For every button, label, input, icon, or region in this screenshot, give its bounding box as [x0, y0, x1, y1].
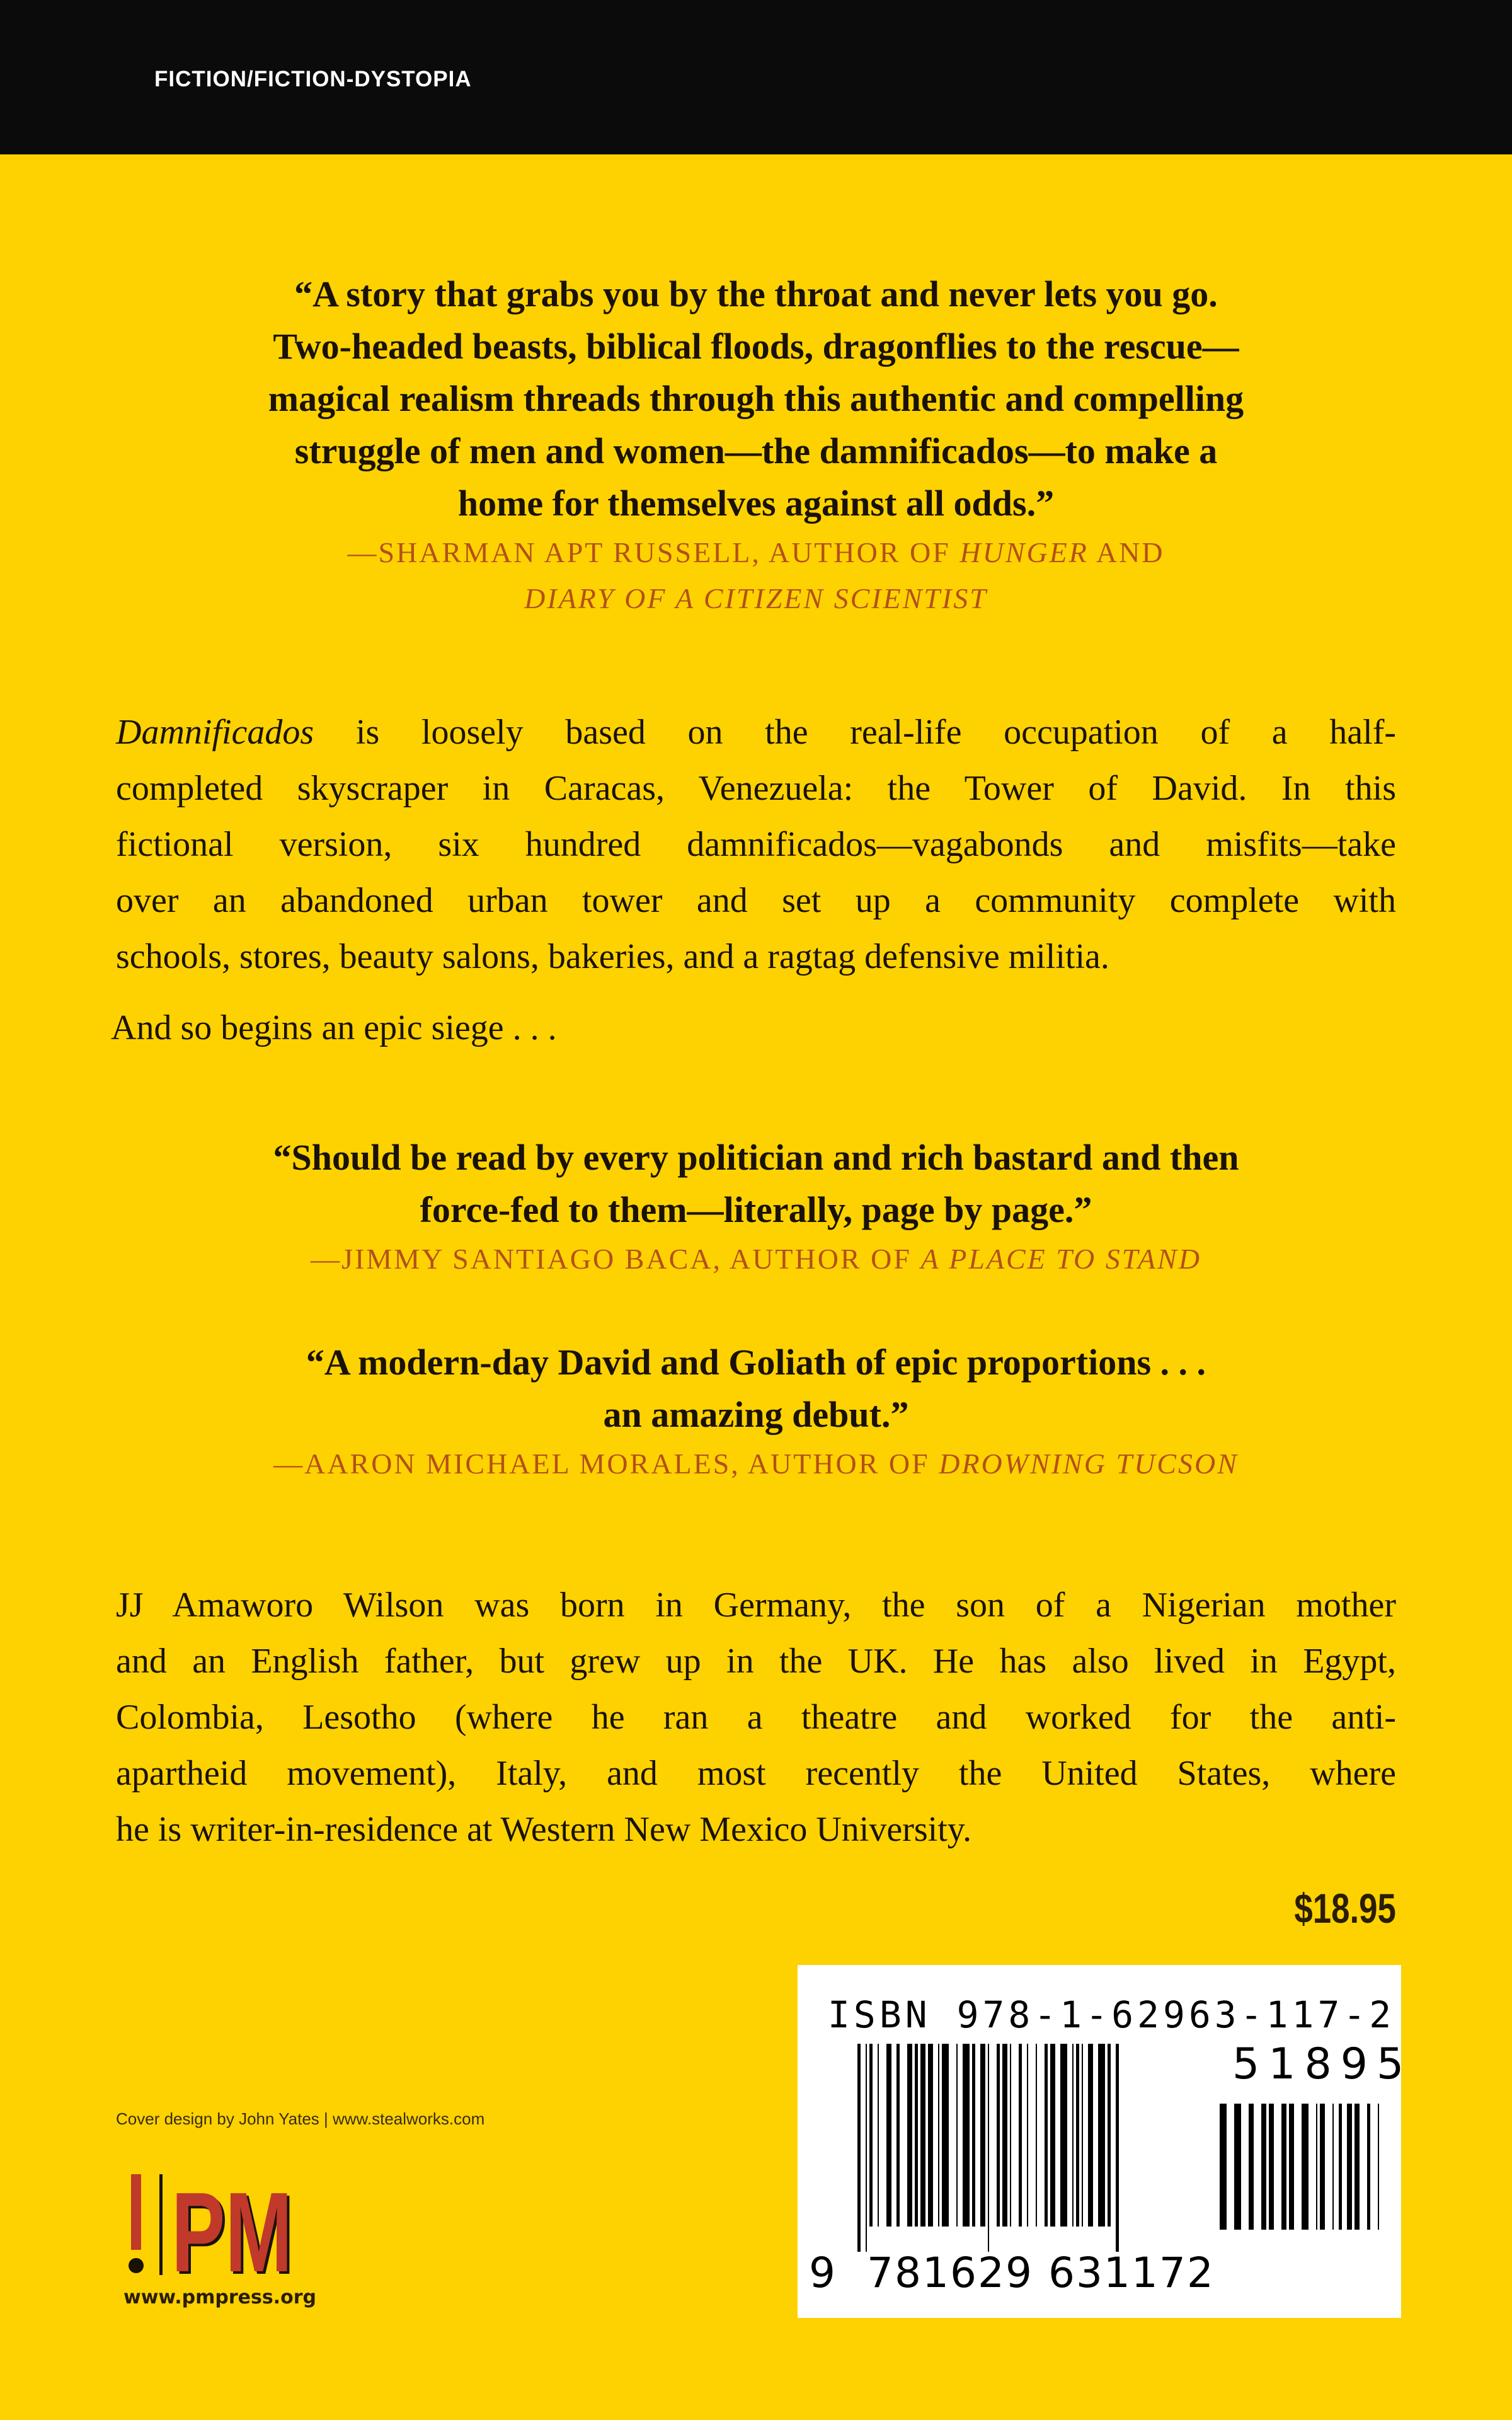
- description-line: completed skyscraper in Caracas, Venezuela: the Tower of David. In this: [116, 769, 1396, 808]
- blurb-russell: [0, 268, 1512, 621]
- barcode-bar: [997, 2044, 1000, 2227]
- logo-text: PM: [171, 2169, 292, 2285]
- description-line: over an abandoned urban tower and set up a community complete with: [116, 881, 1396, 920]
- barcode-bar: [886, 2044, 891, 2227]
- category-bar: [0, 0, 1512, 154]
- quote-attribution: [0, 529, 1512, 575]
- barcode-bar: [1234, 2104, 1241, 2230]
- price-addon-code: 51895: [1232, 2039, 1413, 2089]
- book-title: Damnificados: [116, 713, 314, 752]
- barcode-bar: [938, 2044, 939, 2227]
- barcode-bar: [1088, 2044, 1093, 2227]
- barcode-bar: [920, 2044, 925, 2227]
- barcode-bar: [1347, 2104, 1352, 2230]
- barcode-bar: [988, 2044, 989, 2252]
- quote-attribution: [0, 1441, 1512, 1487]
- ean-group: 781629: [867, 2249, 1033, 2297]
- barcode-bar: [1302, 2104, 1309, 2230]
- price: $18.95: [1294, 1885, 1396, 1932]
- barcode-bar: [1098, 2044, 1105, 2227]
- bio-line: Colombia, Lesotho (where he ran a theatre and worked for the anti-: [116, 1698, 1396, 1737]
- barcode-bar: [1281, 2104, 1286, 2230]
- barcode-bar: [1261, 2104, 1266, 2230]
- barcode-bar: [980, 2044, 985, 2227]
- barcode-bar: [1332, 2104, 1334, 2230]
- bio-line: JJ Amaworo Wilson was born in Germany, the son of a Nigerian mother: [116, 1586, 1396, 1625]
- quote-attribution: [0, 575, 1512, 621]
- barcode-bar: [1116, 2044, 1119, 2252]
- description-closing: And so begins an epic siege . . .: [111, 1008, 557, 1047]
- isbn-number: ISBN 978-1-62963-117-2: [828, 1993, 1395, 2036]
- bio-line: and an English father, but grew up in the UK. He has also lived in Egypt,: [116, 1642, 1396, 1681]
- description: [111, 705, 1396, 1056]
- barcode-bar: [942, 2044, 949, 2227]
- barcode-bar: [915, 2044, 918, 2227]
- barcode-bar: [1045, 2044, 1048, 2227]
- barcode-bar: [1050, 2044, 1055, 2227]
- attr-text: —AARON MICHAEL MORALES, AUTHOR OF: [273, 1448, 939, 1480]
- quote-line: struggle of men and women—the damnificados—to make a: [294, 430, 1218, 471]
- category-label: FICTION/FICTION-DYSTOPIA: [154, 67, 472, 91]
- text: is loosely based on the real-life occupation of a half-: [314, 713, 1396, 752]
- barcode-bar: [878, 2044, 879, 2227]
- attr-text: —SHARMAN APT RUSSELL, AUTHOR OF: [347, 536, 960, 568]
- barcode-bar: [1367, 2104, 1370, 2230]
- isbn-barcode: [798, 1965, 1413, 2318]
- logo-divider: [159, 2174, 163, 2275]
- barcode-bar: [1289, 2104, 1294, 2230]
- ean-digits: [809, 2249, 1215, 2297]
- book-title: HUNGER: [959, 536, 1089, 568]
- publisher-website[interactable]: www.pmpress.org: [123, 2286, 316, 2308]
- attr-text: —JIMMY SANTIAGO BACA, AUTHOR OF: [311, 1243, 921, 1275]
- barcode-bar: [1082, 2044, 1083, 2227]
- addon-barcode-bars: [1220, 2104, 1390, 2255]
- barcode-bar: [972, 2044, 975, 2227]
- quote-line: “Should be read by every politician and rich bastard and then: [273, 1137, 1239, 1178]
- barcode-bar: [963, 2044, 970, 2227]
- quote-line: an amazing debut.”: [603, 1394, 909, 1435]
- barcode-bar: [1249, 2104, 1254, 2230]
- quote-line: force-fed to them—literally, page by page.”: [420, 1189, 1092, 1230]
- barcode-bar: [1269, 2104, 1274, 2230]
- bio-line: he is writer-in-residence at Western New Mexico University.: [116, 1810, 972, 1849]
- quote-line: home for themselves against all odds.”: [457, 483, 1055, 524]
- barcode-bar: [907, 2044, 912, 2227]
- barcode-bar: [1316, 2104, 1317, 2230]
- logo-exclamation-dot: [129, 2258, 144, 2273]
- description-line: [116, 705, 1396, 761]
- quote-attribution: [0, 1236, 1512, 1282]
- bio-line: apartheid movement), Italy, and most recently the United States, where: [116, 1754, 1396, 1793]
- barcode-bar: [1320, 2104, 1325, 2230]
- book-title: DROWNING TUCSON: [939, 1448, 1239, 1480]
- barcode-bar: [956, 2044, 958, 2227]
- quote-line: “A story that grabs you by the throat and never lets you go.: [294, 274, 1218, 314]
- quote-line: Two-headed beasts, biblical floods, dragonflies to the rescue—: [273, 326, 1239, 367]
- barcode-bar: [1060, 2044, 1067, 2227]
- ean-group: 631172: [1048, 2249, 1215, 2297]
- barcode-bar: [1019, 2044, 1022, 2227]
- author-bio: [116, 1577, 1396, 1858]
- barcode-bar: [1378, 2104, 1379, 2230]
- barcode-bar: [928, 2044, 933, 2227]
- barcode-bar: [857, 2044, 861, 2252]
- barcode-bar: [1339, 2104, 1342, 2230]
- logo-exclamation-bar: [131, 2174, 141, 2250]
- barcode-bar: [896, 2044, 900, 2227]
- barcode-bar: [1027, 2044, 1028, 2227]
- cover-design-credit: Cover design by John Yates | www.stealworks.com: [116, 2109, 485, 2128]
- barcode-bar: [1010, 2044, 1011, 2227]
- barcode-bar: [1076, 2044, 1079, 2227]
- barcode-bar: [1036, 2044, 1037, 2227]
- quote-line: “A modern-day David and Goliath of epic proportions . . .: [306, 1342, 1206, 1383]
- barcode-bar: [1108, 2044, 1111, 2227]
- description-line: fictional version, six hundred damnificados—vagabonds and misfits—take: [116, 825, 1396, 864]
- barcode-bar: [1002, 2044, 1007, 2227]
- description-line: schools, stores, beauty salons, bakeries, and a ragtag defensive militia.: [116, 937, 1109, 976]
- book-title: DIARY OF A CITIZEN SCIENTIST: [524, 582, 988, 614]
- ean-first: 9: [809, 2249, 837, 2297]
- barcode-bar: [1354, 2104, 1360, 2230]
- barcode-bar: [1072, 2044, 1074, 2227]
- attr-text: AND: [1088, 536, 1165, 568]
- blurb-morales: [0, 1336, 1512, 1487]
- barcode-bar: [1220, 2104, 1227, 2230]
- barcode-bar: [866, 2044, 867, 2252]
- barcode-bar: [869, 2044, 873, 2227]
- book-title: A PLACE TO STAND: [920, 1243, 1201, 1275]
- blurb-baca: [0, 1131, 1512, 1282]
- barcode-bars: [857, 2044, 1122, 2252]
- quote-line: magical realism threads through this authentic and compelling: [268, 378, 1244, 419]
- pm-press-logo: [123, 2168, 300, 2285]
